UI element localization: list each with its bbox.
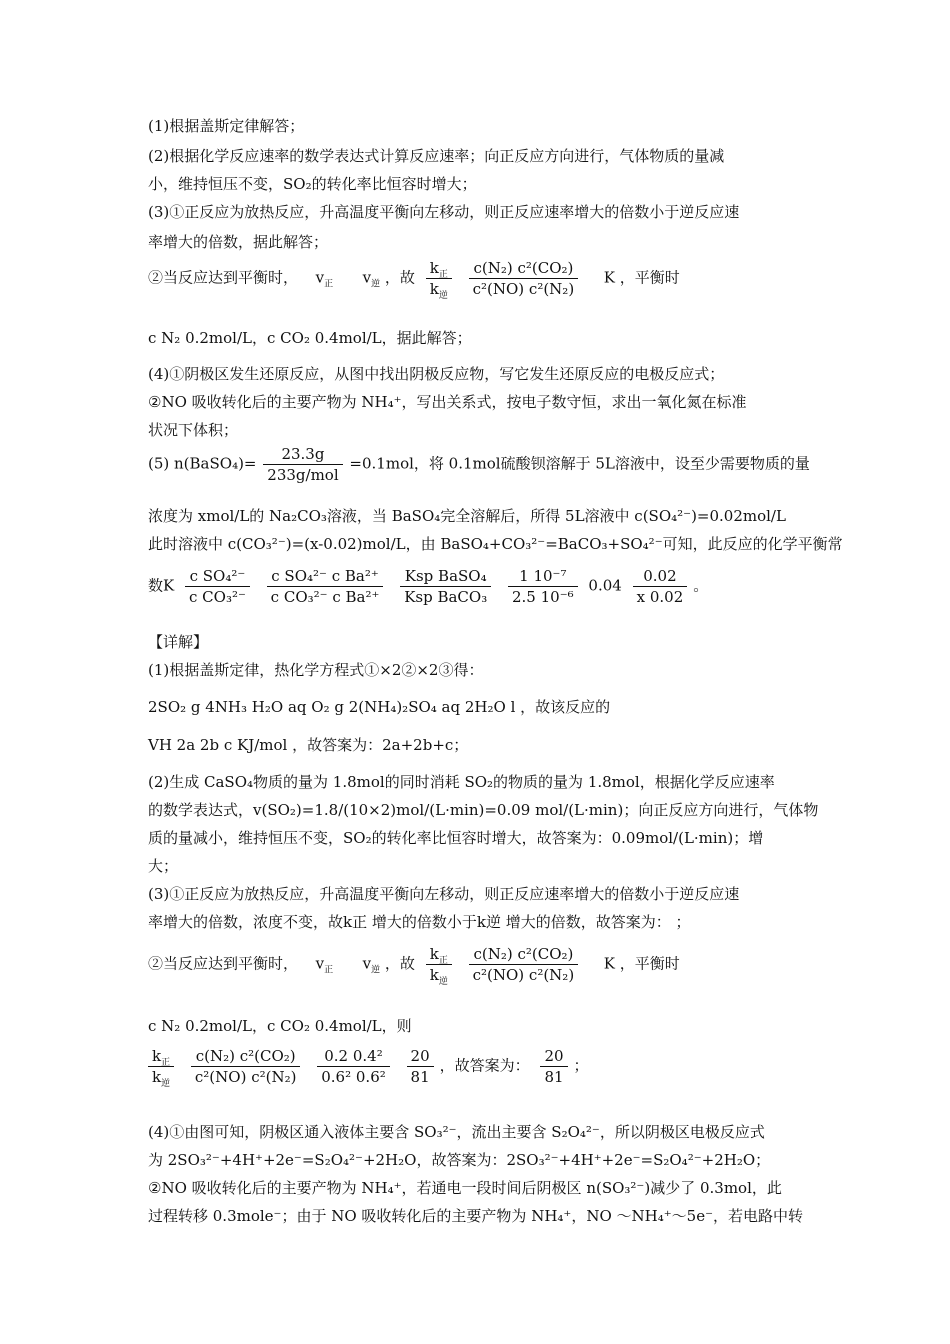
hint-line-10: 状况下体积； [148,421,239,439]
detail-line-16: 过程转移 0.3mole⁻；由于 NO 吸收转化后的主要产物为 NH₄⁺，NO ～NH₄⁺～5e⁻，若电路中转 [148,1207,804,1225]
detail-k-ratio-fraction: $\frac{k_正}{k_逆}$ [426,944,452,985]
hint-l6-post: ，平衡时 [619,268,680,287]
detail-l10-pre: ②当反应达到平衡时， [148,954,299,973]
detail-k-calculation [148,1046,589,1087]
v-forward: v [315,268,325,287]
hint-l11-pre: (5) n(BaSO₄)= [148,454,257,473]
hint-line-13: 此时溶液中 c(CO₃²⁻)=(x-0.02)mol/L，由 BaSO₄+CO₃²⁻=BaCO₃+SO₄²⁻可知，此反应的化学平衡常 [148,535,843,553]
detail-line-11: c N₂ 0.2mol/L，c CO₂ 0.4mol/L，则 [148,1017,412,1035]
detail-concentration-ratio-fraction: $\frac{\text{c(N₂) c²(CO₂)}}{\text{c²(NO) c²(N₂)}}$ [469,944,579,985]
hint-l14-post: 。 [693,576,709,595]
thermo-equation-text: 2SO₂ g 4NH₃ H₂O aq O₂ g 2(NH₄)₂SO₄ aq 2H₂O l [148,698,516,716]
detail-line-6: 质的量减小，维持恒压不变，SO₂的转化率比恒容时增大，故答案为：0.09mol/(L·min)；增 [148,829,764,847]
hint-equilibrium-expression [148,258,680,299]
k-frac-5: $\frac{0.02}{x 0.02}$ [633,566,688,607]
detail-l12-post: ； [573,1056,589,1075]
hint-line-7: c N₂ 0.2mol/L，c CO₂ 0.4mol/L，据此解答； [148,329,472,347]
hint-l6-gu: ，故 [384,268,415,287]
hint-l14-mid: 0.04 [588,576,622,595]
hint-ksp-expression [148,566,708,607]
thermo-equation-post: ，故该反应的 [520,698,611,716]
result-fraction: $\frac{20}{81}$ [407,1046,434,1087]
detail-line-15: ②NO 吸收转化后的主要产物为 NH₄⁺，若通电一段时间后阴极区 n(SO₃²⁻)减少了 0.3mol，此 [148,1179,782,1197]
detail-line-7: 大； [148,857,179,875]
detail-line-8: (3)①正反应为放热反应，升高温度平衡向左移动，则正反应速率增大的倍数小于逆反应速 [148,885,740,903]
hint-line-8: (4)①阴极区发生还原反应，从图中找出阴极反应物，写它发生还原反应的电极反应式； [148,365,725,383]
hint-l11-post: =0.1mol，将 0.1mol硫酸钡溶解于 5L溶液中，设至少需要物质的量 [349,454,810,473]
k-frac-4: $\frac{\text{1 10⁻⁷}}{\text{2.5 10⁻⁶}}$ [508,566,578,607]
hint-line-2: (2)根据化学反应速率的数学表达式计算反应速率；向正反应方向进行，气体物质的量减 [148,147,725,165]
enthalpy-answer: ，故答案为：2a+2b+c； [292,736,469,754]
hint-l14-pre: 数K [148,576,175,595]
detail-l12-mid: ，故答案为： [439,1056,530,1075]
detail-enthalpy [148,734,468,755]
equilibrium-constant-K: K [603,268,615,287]
hint-line-5: 率增大的倍数，据此解答； [148,233,329,251]
hint-l6-pre: ②当反应达到平衡时， [148,268,299,287]
detail-line-1: (1)根据盖斯定律，热化学方程式①×2②×2③得： [148,661,484,679]
v-reverse-sub: 逆 [371,279,381,290]
detail-line-4: (2)生成 CaSO₄物质的量为 1.8mol的同时消耗 SO₂的物质的量为 1.8mol，根据化学反应速率 [148,773,775,791]
concentration-ratio-fraction: $\frac{\text{c(N₂) c²(CO₂)}}{\text{c²(NO) c²(N₂)}}$ [469,258,579,299]
enthalpy-expression: VH 2a 2b c KJ/mol [148,736,288,754]
detail-line-5: 的数学表达式，v(SO₂)=1.8/(10×2)mol/(L·min)=0.09 mol/(L·min)；向正反应方向进行，气体物 [148,801,819,819]
k-frac-1: $\frac{\text{c SO₄²⁻}}{\text{c CO₃²⁻}}$ [185,566,250,607]
hint-line-9: ②NO 吸收转化后的主要产物为 NH₄⁺，写出关系式，按电子数守恒，求出一氧化氮在标准 [148,393,747,411]
detail-line-13: (4)①由图可知，阴极区通入液体主要含 SO₃²⁻，流出主要含 S₂O₄²⁻，所以阴极区电极反应式 [148,1123,765,1141]
detail-concentration-ratio-fraction-2: $\frac{\text{c(N₂) c²(CO₂)}}{\text{c²(NO) c²(N₂)}}$ [191,1046,301,1087]
detail-l10-post: ，平衡时 [619,954,680,973]
v-reverse: v [362,268,372,287]
hint-line-4: (3)①正反应为放热反应，升高温度平衡向左移动，则正反应速率增大的倍数小于逆反应速 [148,203,740,221]
mass-over-molar-mass-fraction: $\frac{23.3g}{\text{233g/mol}}$ [263,444,342,485]
numeric-ratio-fraction: $\frac{\text{0.2 0.4²}}{\text{0.6² 0.6²}}$ [317,1046,390,1087]
hint-line-12: 浓度为 xmol/L的 Na₂CO₃溶液，当 BaSO₄完全溶解后，所得 5L溶液中 c(SO₄²⁻)=0.02mol/L [148,507,786,525]
detail-thermo-equation [148,696,610,717]
hint-line-3: 小，维持恒压不变，SO₂的转化率比恒容时增大； [148,175,477,193]
detail-line-9: 率增大的倍数，浓度不变，故k正 增大的倍数小于k逆 增大的倍数，故答案为： ； [148,913,691,931]
k-frac-3: $\frac{\text{Ksp BaSO₄}}{\text{Ksp BaCO₃}}$ [400,566,491,607]
detail-k-ratio-fraction-2: $\frac{k_正}{k_逆}$ [148,1046,174,1087]
answer-fraction: $\frac{20}{81}$ [540,1046,567,1087]
hint-barium-sulfate-moles [148,444,810,485]
hint-line-1: (1)根据盖斯定律解答； [148,117,305,135]
k-frac-2: $\frac{\text{c SO₄²⁻ c Ba²⁺}}{\text{c CO₃²⁻ c Ba²⁺}}$ [267,566,384,607]
detail-heading: 【详解】 [148,633,209,651]
detail-equilibrium-expression: ②当反应达到平衡时， $v_正$ $v_逆$ ，故 $\frac{k_正}{k_逆}$ $\frac{\text{c(N₂) c²(CO₂)}}{\text{c²(NO) c²(N₂)}}$ K ，平衡时 [148,945,680,987]
k-ratio-fraction: $\frac{k_正}{k_逆}$ [426,258,452,299]
v-forward-sub: 正 [324,279,334,290]
detail-line-14: 为 2SO₃²⁻+4H⁺+2e⁻=S₂O₄²⁻+2H₂O，故答案为：2SO₃²⁻+4H⁺+2e⁻=S₂O₄²⁻+2H₂O； [148,1151,771,1169]
